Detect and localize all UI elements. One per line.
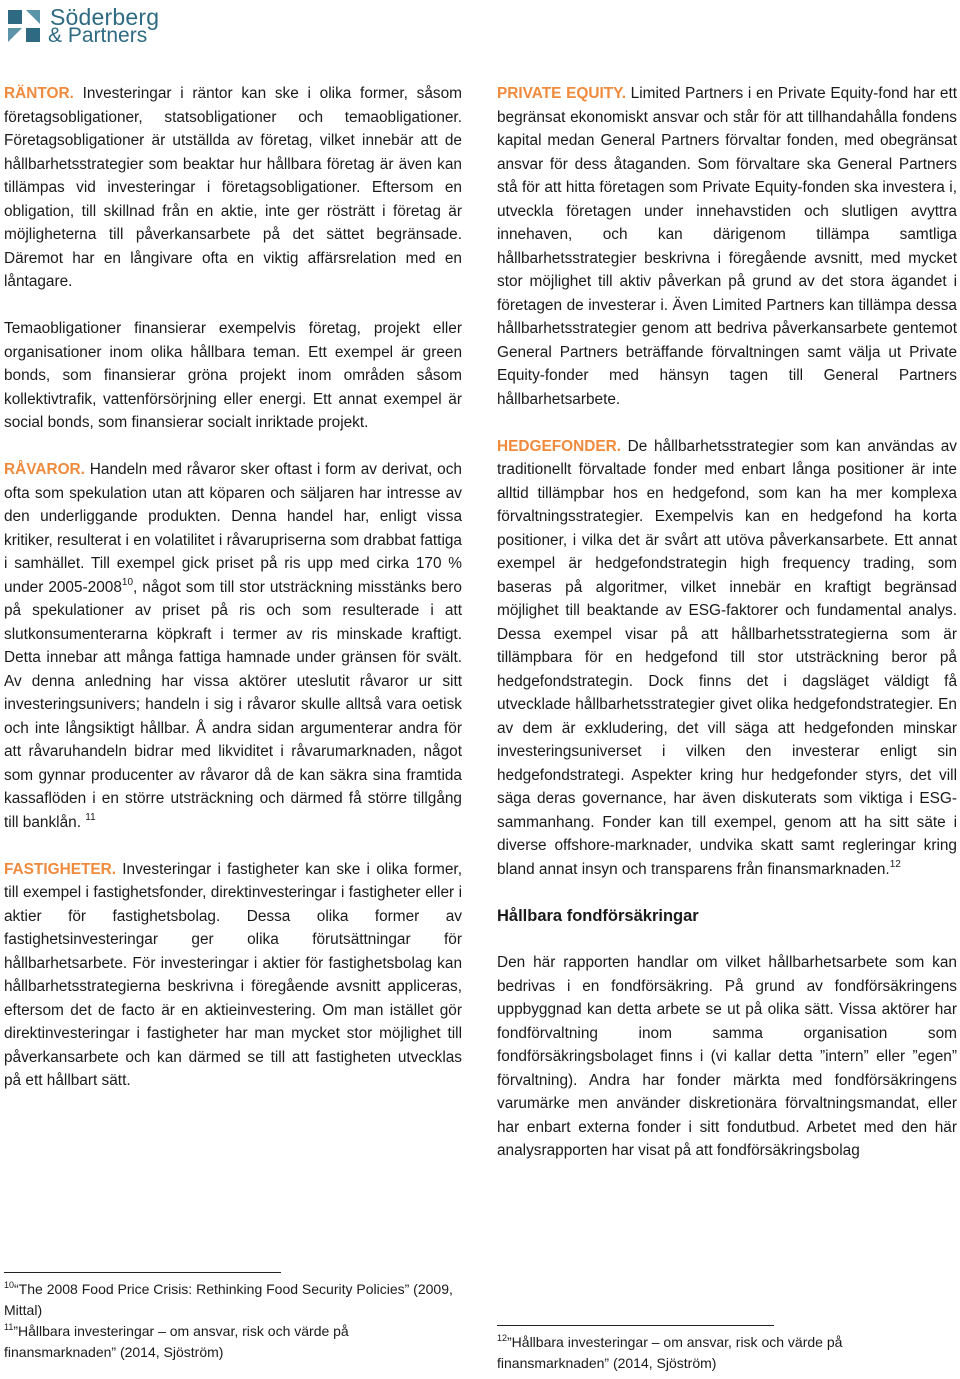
fastigheter-paragraph: [4, 858, 462, 1093]
ravaror-heading: RÅVAROR.: [4, 461, 85, 478]
footnote-number: 12: [497, 1333, 508, 1343]
left-column: [4, 82, 462, 1116]
footnote-divider: [4, 1272, 281, 1273]
right-column: [497, 82, 957, 1186]
footnote-12: [497, 1332, 957, 1374]
section-title-fondforsakringar: Hållbara fondförsäkringar: [497, 906, 699, 925]
fastigheter-heading: FASTIGHETER.: [4, 860, 117, 878]
private-equity-body: Limited Partners i en Private Equity-fond har ett begränsat ekonomiskt ansvar och står för att tillhandahålla fondens kapital medan General Partners förvaltar fonden, med obegränsat ansvar för dess åtaganden. Som förvaltare ska General Partners stå för att hitta företagen som Private Equity-fonden ska investera i, utveckla företagen under innehavstiden och slutligen avyttra innehaven, och kan därigenom tillämpa samtliga hållbarhetsstrategier beskrivna i föregående avsnitt, med mycket stor möjlighet till aktiv påverkan på grund av det stora ägandet i företagen de investerar i. Även Limited Partners kan tillämpa dessa hållbarhetsstrategier genom att bedriva påverkansarbete gentemot General Partners beträffande förvaltningen samt välja ut Private Equity-fonder med hänsyn tagen till General Partners hållbarhetsarbete.: [497, 85, 957, 408]
footnotes-right: [497, 1325, 957, 1374]
footnote-number: 11: [4, 1322, 14, 1332]
hedgefonder-paragraph: [497, 435, 957, 882]
fondforsakringar-paragraph: Den här rapporten handlar om vilket hållbarhetsarbete som kan bedrivas i en fondförsäkring. På grund av fondförsäkringens uppbyggnad kan detta arbete se ut på olika sätt. Vissa aktörer har fondförvaltning inom samma organisation som fondförsäkringsbolaget finns i (vi kallar detta ”intern” eller ”egen” förvaltning). Andra har fonder märkta med fondförsäkringens varumärke men använder diskretionära förvaltningsmandat, eller har enbart externa fonder i sitt fondutbud. Arbetet med den här analysrapporten har visat på att fondförsäkringsbolag: [497, 954, 957, 1159]
rantor-paragraph: [4, 82, 462, 294]
logo-mark-icon: [2, 4, 46, 48]
tema-paragraph: Temaobligationer finansierar exempelvis företag, projekt eller organisationer inom olika hållbara teman. Ett exempel är green bonds, som finansierar gröna projekt inom områden såsom kollektivtrafik, vattenförsörjning eller energi. Ett annat exempel är social bonds, som finansierar socialt inriktade projekt.: [4, 320, 462, 431]
rantor-body: Investeringar i räntor kan ske i olika former, såsom företagsobligationer, statsobligationer och temaobligationer. Företagsobligationer är utställda av företag, vilket innebär att de hållbarhetsstrategier som beaktar hur hållbara företag är även kan tillämpas vid investeringar i företagsobligationer. Eftersom en obligation, till skillnad från en aktie, inte ger rösträtt i företag är möjligheterna till påverkansarbete på det sättet begränsade. Däremot har en långivare ofta en viktig affärsrelation med en låntagare.: [4, 85, 462, 290]
footnote-11: [4, 1321, 464, 1363]
ravaror-paragraph: [4, 458, 462, 834]
ravaror-body-part2: , något som till stor utsträckning misstänks bero på spekulationer av priset på ris och som resulterade i att slutkonsumenterarna köpkraft i termer av ris minskade kraftigt. Detta innebar att många fattiga hamnade under gränsen för svält. Av denna anledning har vissa aktörer uteslutit råvaror ur sitt investeringsunivers; handeln i sig i råvaror skulle alltså vara oetisk och inte långsiktigt hållbar. Å andra sidan argumenterar andra för att råvaruhandeln bidrar med likviditet i råvarumarknaden, något som gynnar producenter av råvaror då de kan säkra sina framtida kassaflöden i en större utsträckning och därmed få större tillgång till banklån.: [4, 578, 462, 831]
ravaror-body-part1: Handeln med råvaror sker oftast i form av derivat, och ofta som spekulation utan att köparen och säljaren har intresse av den underliggande produkten. Denna handel har, enligt vissa kritiker, resulterat i en volatilitet i råvarupriserna som drabbat fattiga i samhället. Till exempel gick priset på ris upp med cirka 170 % under 2005-2008: [4, 461, 462, 596]
footnote-text: ”Hållbara investeringar – om ansvar, risk och värde på finansmarknaden” (2014, Sjöström): [4, 1323, 349, 1360]
fastigheter-body: Investeringar i fastigheter kan ske i olika former, till exempel i fastighetsfonder, direktinvesteringar i fastigheter eller i aktier för fastighetsbolag. Dessa olika former av fastighetsinvesteringar ger olika förutsättningar för hållbarhetsarbete. För investeringar i aktier för fastighetsbolag kan hållbarhetsstrategierna beskrivna i föregående avsnitt appliceras, eftersom det de facto är en aktieinvestering. Om man istället gör direktinvesteringar i fastigheter har man mycket stor möjlighet till påverkansarbete och kan därmed se till att fastigheten utvecklas på ett hållbart sätt.: [4, 860, 462, 1089]
private-equity-paragraph: [497, 82, 957, 411]
footnote-text: “The 2008 Food Price Crisis: Rethinking Food Security Policies” (2009, Mittal): [4, 1281, 453, 1318]
logo-text-line1: Söderberg: [50, 4, 160, 30]
footnote-ref-12[interactable]: 12: [889, 858, 901, 870]
logo-text-line2: & Partners: [48, 24, 148, 47]
hedgefonder-body: De hållbarhetsstrategier som kan användas av traditionellt förvaltade fonder med enbart långa positioner är inte alltid tillämpbar hos en hedgefond, som kan ha mer komplexa förvaltningsstrategier. Exempelvis kan en hedgefond ha korta positioner, i vilka det är svårt att utöva påverkansarbete. Ett annat exempel är hedgefondstrategin high frequency trading, som baseras på algoritmer, vilket innebär en kraftigt begränsad möjlighet till beaktande av ESG-faktorer och fundamental analys. Dessa exempel visar på att hållbarhetsstrategierna som är tillämpbara för en hedgefond till stor utsträckning beror på hedgefondstrategin. Dock finns det i dagsläget väldigt få utvecklade hållbarhetsstrategier givet olika hedgefondstrategier. En av dem är exkludering, det vill säga att hedgefonden minskar investeringsuniverset i vilken den investerar enligt sin hedgefondstrategi. Aspekter kring hur hedgefonder styrs, det vill säga deras governance, har även diskuterats som viktiga i ESG-sammanhang. Fonder kan till exempel, genom att ha sitt säte i diverse offshore-marknader, undvika skatt samt regleringar kring bland annat insyn och transparens från finansmarknaden.: [497, 437, 957, 878]
private-equity-heading: PRIVATE EQUITY.: [497, 85, 626, 102]
footnote-text: ”Hållbara investeringar – om ansvar, risk och värde på finansmarknaden” (2014, Sjöström): [497, 1334, 843, 1371]
hedgefonder-heading: HEDGEFONDER.: [497, 437, 621, 455]
rantor-heading: RÄNTOR.: [4, 85, 74, 102]
footnote-divider: [497, 1325, 774, 1326]
footnote-ref-10[interactable]: 10: [121, 576, 134, 588]
footnote-number: 10: [4, 1280, 15, 1290]
footnotes-left: [4, 1272, 464, 1363]
footnote-ref-11[interactable]: 11: [85, 811, 96, 823]
company-logo: [0, 2, 160, 48]
footnote-10: [4, 1279, 464, 1321]
